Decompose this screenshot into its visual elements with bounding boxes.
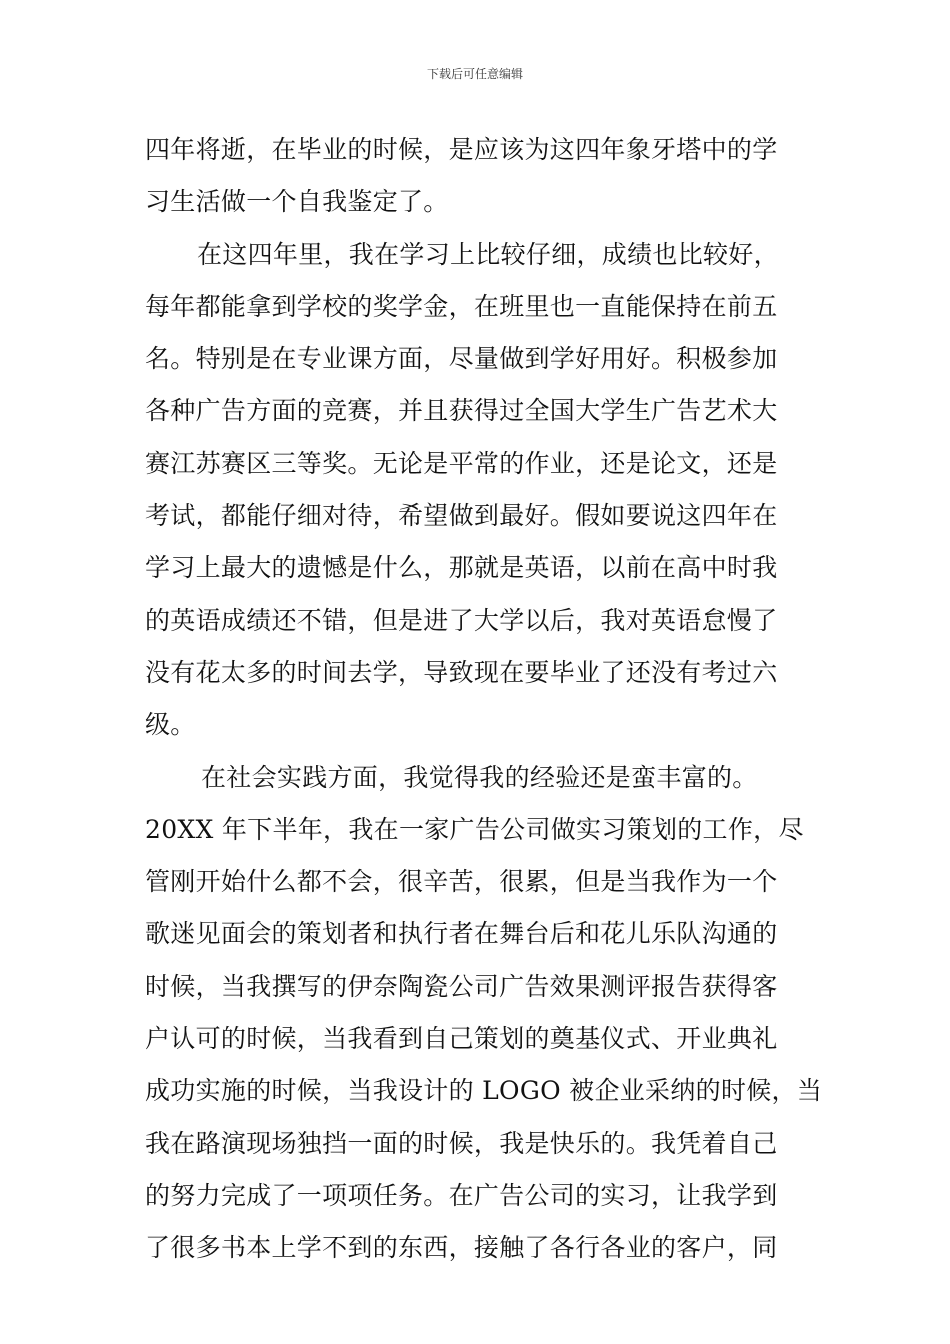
paragraph-1-line-2: 习生活做一个自我鉴定了。 bbox=[145, 187, 449, 217]
paragraph-3-line-7: 成功实施的时候，当我设计的 LOGO 被企业采纳的时候，当 bbox=[145, 1076, 823, 1106]
paragraph-3-line-2: 20XX 年下半年，我在一家广告公司做实习策划的工作，尽 bbox=[145, 814, 804, 844]
paragraph-2-line-4: 各种广告方面的竞赛，并且获得过全国大学生广告艺术大 bbox=[145, 396, 778, 426]
paragraph-3-line-8: 我在路演现场独挡一面的时候，我是快乐的。我凭着自己 bbox=[145, 1128, 778, 1158]
paragraph-1-line-1: 四年将逝，在毕业的时候，是应该为这四年象牙塔中的学 bbox=[145, 135, 778, 164]
paragraph-3-line-9: 的努力完成了一项项任务。在广告公司的实习，让我学到 bbox=[145, 1180, 778, 1210]
paragraph-2-line-2: 每年都能拿到学校的奖学金，在班里也一直能保持在前五 bbox=[145, 291, 778, 321]
paragraph-2-line-6: 考试，都能仔细对待，希望做到最好。假如要说这四年在 bbox=[145, 501, 778, 531]
paragraph-3-line-3: 管刚开始什么都不会，很辛苦，很累，但是当我作为一个 bbox=[145, 867, 778, 897]
paragraph-3-line-6: 户认可的时候，当我看到自己策划的奠基仪式、开业典礼 bbox=[145, 1024, 778, 1054]
paragraph-2-line-8: 的英语成绩还不错，但是进了大学以后，我对英语怠慢了 bbox=[145, 605, 778, 635]
paragraph-2-line-7: 学习上最大的遗憾是什么，那就是英语，以前在高中时我 bbox=[145, 553, 778, 583]
paragraph-3-line-4: 歌迷见面会的策划者和执行者在舞台后和花儿乐队沟通的 bbox=[145, 919, 778, 949]
paragraph-3-line-10: 了很多书本上学不到的东西，接触了各行各业的客户，同 bbox=[145, 1233, 778, 1263]
paragraph-2-line-1: 在这四年里，我在学习上比较仔细，成绩也比较好， bbox=[197, 239, 779, 269]
page-header: 下载后可任意编辑 bbox=[426, 67, 523, 81]
document-body bbox=[145, 130, 823, 1281]
paragraph-2-line-3: 名。特别是在专业课方面，尽量做到学好用好。积极参加 bbox=[145, 344, 778, 374]
paragraph-2-line-10: 级。 bbox=[145, 710, 196, 740]
paragraph-2-line-5: 赛江苏赛区三等奖。无论是平常的作业，还是论文，还是 bbox=[145, 448, 778, 478]
paragraph-3-line-1: 在社会实践方面，我觉得我的经验还是蛮丰富的。 bbox=[201, 762, 758, 792]
paragraph-2-line-9: 没有花太多的时间去学，导致现在要毕业了还没有考过六 bbox=[145, 657, 778, 687]
paragraph-3-line-5: 时候，当我撰写的伊奈陶瓷公司广告效果测评报告获得客 bbox=[145, 971, 778, 1001]
